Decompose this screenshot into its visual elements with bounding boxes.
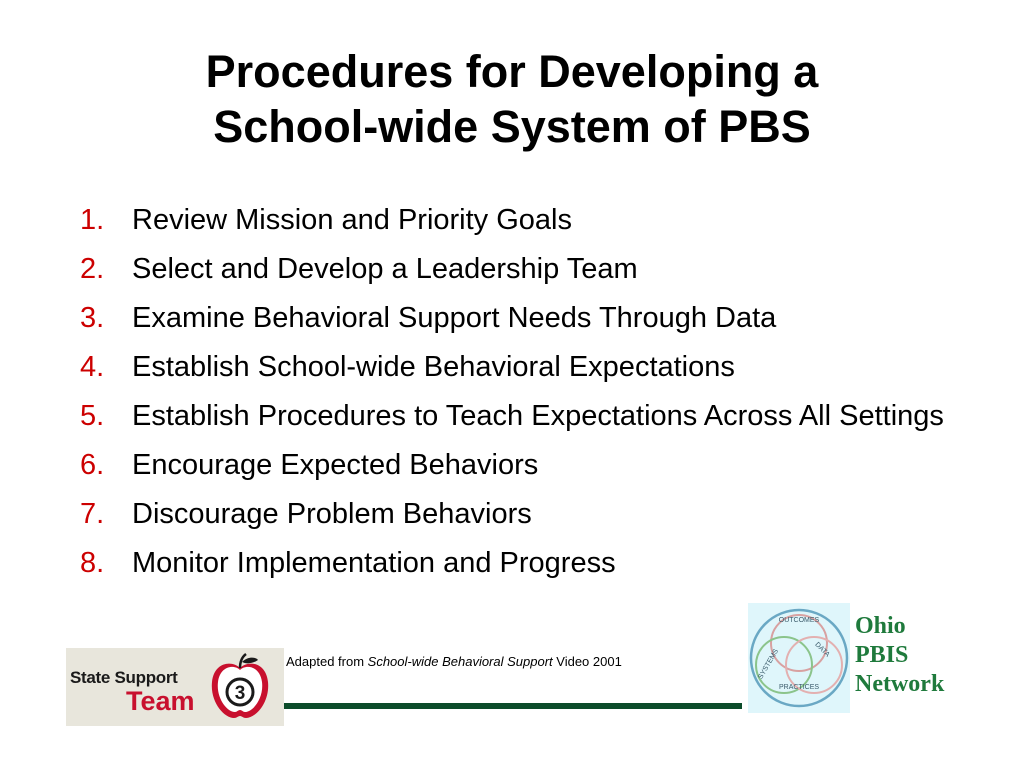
venn-label-data: DATA [813, 641, 831, 659]
step-number: 5. [80, 400, 105, 432]
pbis-name-line1: Ohio [855, 613, 906, 639]
apple-icon [204, 652, 276, 724]
credit-suffix: Video 2001 [552, 654, 622, 669]
pbis-logo-graphic [748, 603, 850, 713]
footer-divider [284, 703, 742, 709]
sst-logo-line1: State Support [70, 668, 178, 687]
step-number: 2. [80, 253, 105, 285]
venn-diagram-icon [748, 603, 850, 713]
sst-logo-number: 3 [234, 683, 246, 704]
list-item [80, 298, 960, 338]
step-number: 1. [80, 204, 105, 236]
credit-line [286, 654, 622, 669]
step-text: Select and Develop a Leadership Team [132, 253, 638, 285]
step-number: 6. [80, 449, 105, 481]
step-text: Review Mission and Priority Goals [132, 204, 572, 236]
list-item [80, 249, 960, 289]
step-text: Encourage Expected Behaviors [132, 449, 539, 481]
step-number: 4. [80, 351, 105, 383]
step-text: Examine Behavioral Support Needs Through Data [132, 302, 777, 334]
step-text: Establish School-wide Behavioral Expectations [132, 351, 735, 383]
list-item [80, 543, 960, 583]
venn-label-practices: PRACTICES [778, 684, 820, 691]
list-item [80, 396, 960, 436]
venn-label-outcomes: OUTCOMES [778, 617, 820, 624]
list-item [80, 200, 960, 240]
title-line-1: Procedures for Developing a [205, 46, 819, 97]
list-item [80, 347, 960, 387]
state-support-team-logo [66, 648, 284, 726]
step-number: 7. [80, 498, 105, 530]
step-number: 3. [80, 302, 105, 334]
procedure-list [80, 200, 960, 592]
pbis-name-line3: Network [855, 671, 945, 697]
step-text: Establish Procedures to Teach Expectations Across All Settings [132, 400, 944, 432]
list-item [80, 445, 960, 485]
step-number: 8. [80, 547, 105, 579]
sst-logo-line2: Team [126, 686, 195, 716]
pbis-logo-name [855, 612, 944, 699]
pbis-name-line2: PBIS [855, 642, 909, 668]
step-text: Discourage Problem Behaviors [132, 498, 532, 530]
credit-prefix: Adapted from [286, 654, 368, 669]
list-item [80, 494, 960, 534]
slide-title [0, 44, 1024, 154]
step-text: Monitor Implementation and Progress [132, 547, 616, 579]
venn-label-systems: SYSTEMS [757, 648, 781, 681]
credit-title: School-wide Behavioral Support [367, 654, 553, 669]
title-line-2: School-wide System of PBS [213, 101, 811, 152]
